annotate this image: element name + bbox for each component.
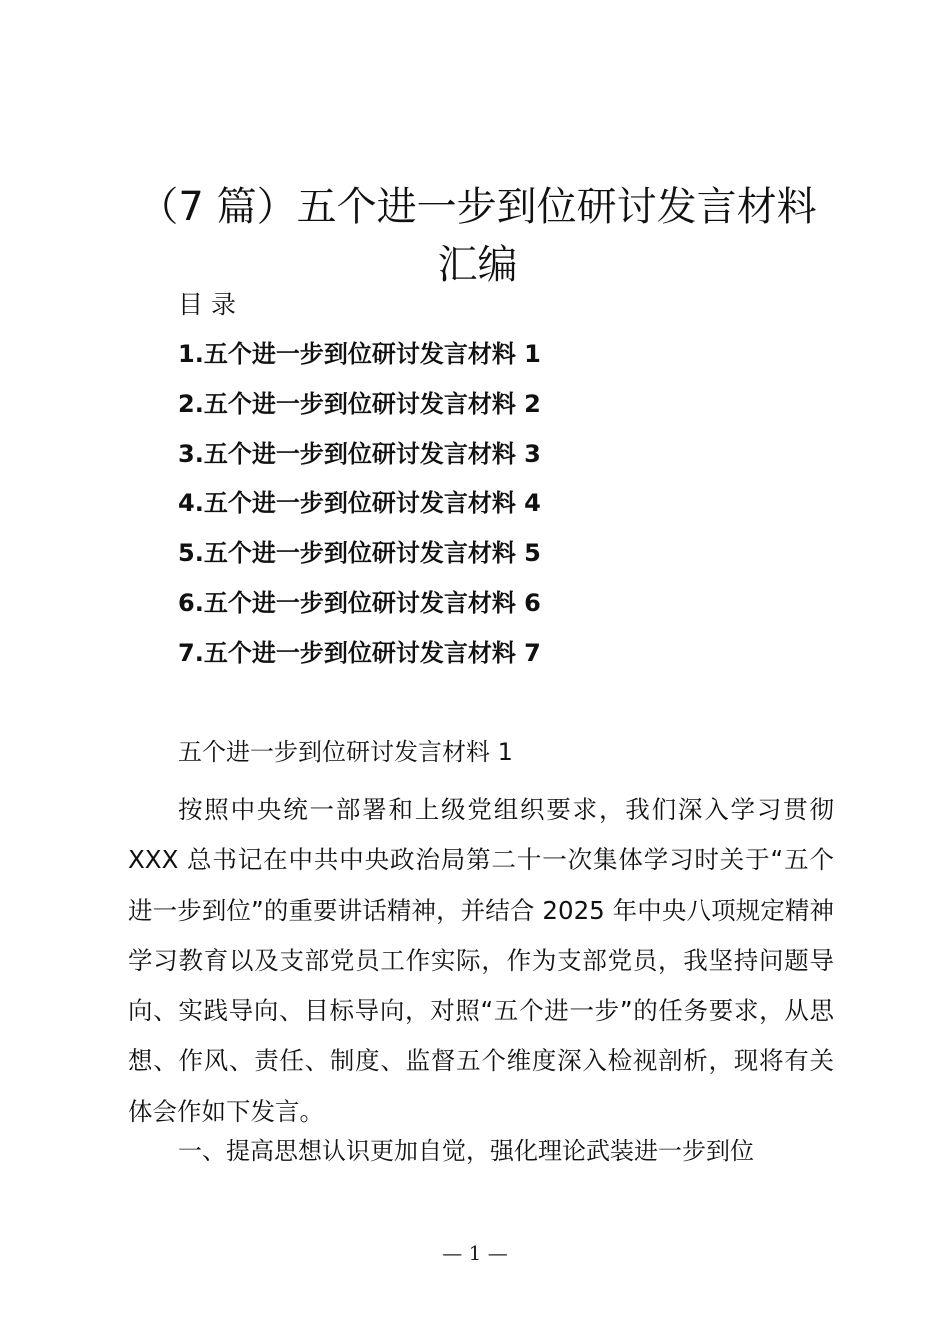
toc-item-4[interactable]: 4.五个进一步到位研讨发言材料 4 [178,489,541,518]
toc-item-1[interactable]: 1.五个进一步到位研讨发言材料 1 [178,340,541,368]
document-title: （7 篇）五个进一步到位研讨发言材料汇编 [138,184,817,288]
body-paragraph: 按照中央统一部署和上级党组织要求，我们深入学习贯彻 XXX 总书记在中共中央政治局第二十一次集体学习时关于“五个进一步到位”的重要讲话精神，并结合 2025 年中央八项规定精神学习教育以及支部党员工作实际，作为支部党员，我坚持问题导向、实践导向、目标导向，对照“五个进一步”的任务要求，从思想、作风、责任、制度、监督五个维度深入检视剖析，现将有关体会作如下发言。 [128,795,834,1126]
toc-item-3[interactable]: 3.五个进一步到位研讨发言材料 3 [178,439,541,468]
page-number: — 1 — [442,1241,508,1265]
toc-heading: 目 录 [178,290,236,319]
table-of-contents [178,337,541,686]
toc-item-5[interactable]: 5.五个进一步到位研讨发言材料 5 [178,539,541,568]
toc-item-6[interactable]: 6.五个进一步到位研讨发言材料 6 [178,588,541,617]
toc-item-2[interactable]: 2.五个进一步到位研讨发言材料 2 [178,389,541,418]
section-title: 五个进一步到位研讨发言材料 1 [178,738,513,766]
toc-item-7[interactable]: 7.五个进一步到位研讨发言材料 7 [178,638,541,667]
section-subheading: 一、提高思想认识更加自觉，强化理论武装进一步到位 [178,1137,754,1165]
